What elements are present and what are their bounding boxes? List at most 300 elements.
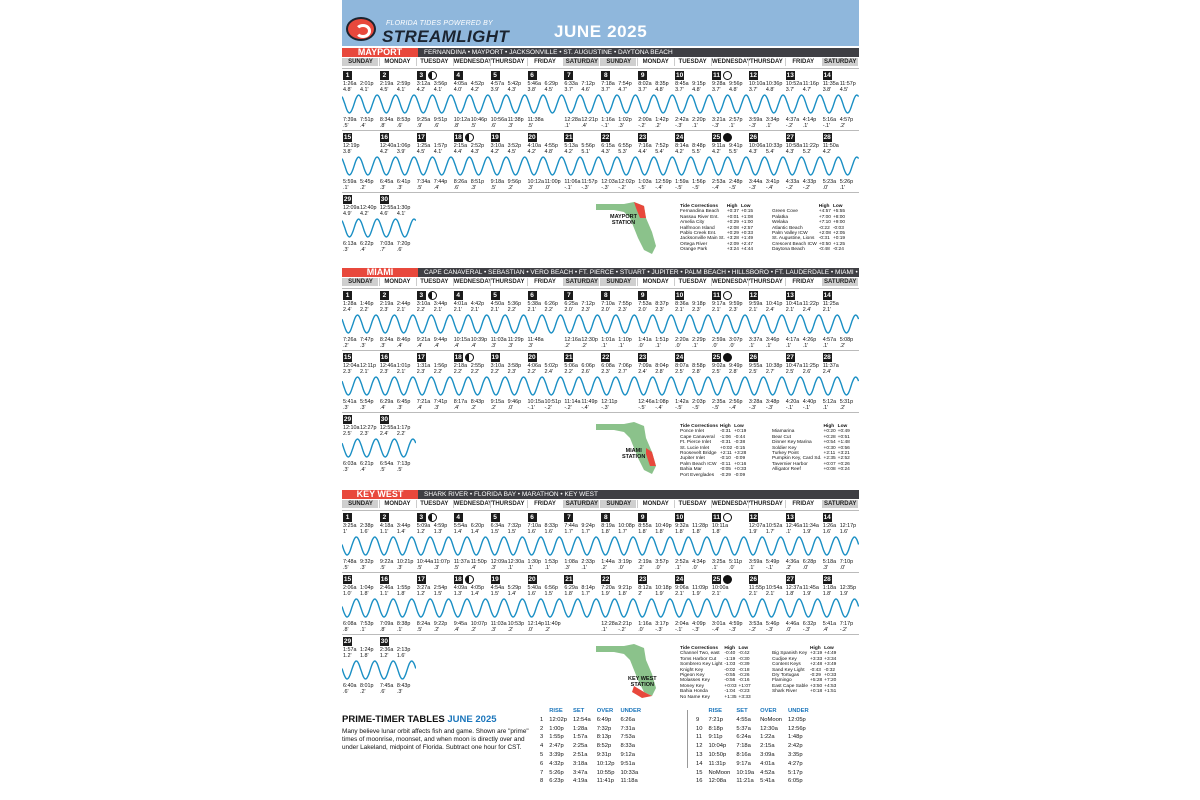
tide-wave: [342, 374, 859, 398]
high-tide-value: 9:02a 2.5': [712, 363, 726, 375]
day-number: 30: [380, 638, 388, 645]
high-tide-value: 7:44a 1.7': [564, 523, 578, 535]
high-tide-value: 8:58p 2.8': [692, 363, 706, 375]
low-tide-value: 3:48p -.3': [765, 399, 780, 411]
high-tide-value: 4:18a 1.1': [379, 523, 394, 535]
high-tide-value: 1:18a 1.8': [822, 585, 837, 597]
high-tide-value: 7:18a 3.7': [601, 81, 615, 93]
tide-wave: [342, 92, 859, 116]
station-map-label: KEY WEST STATION: [628, 676, 657, 688]
correction-row: Palm Beach ICW -0:11 +0:16: [680, 461, 747, 467]
high-tide-value: 3:10a 2.2': [416, 301, 431, 313]
low-tide-value: 5:41a .3': [343, 399, 357, 411]
high-tide-value: 3:10a 4.2': [490, 143, 505, 155]
day-of-week-label: THURSDAY: [748, 58, 784, 66]
correction-row: Toms Harbor Cut -1:19 -0:30: [680, 656, 750, 662]
low-tide-value: 2:48p -.5': [729, 179, 743, 191]
day-of-week-label: MONDAY: [379, 58, 415, 66]
day-of-week-label: WEDNESDAY: [453, 279, 493, 285]
moon-phase-icon: [465, 575, 474, 584]
day-number: 17: [417, 354, 425, 361]
correction-row: Molasses Key -0:56 -0:16: [680, 678, 750, 684]
high-tide-value: 11:35a 3.8': [822, 81, 839, 93]
low-tide-value: 6:28p .0': [802, 559, 817, 571]
high-tide-value: 12:55a 2.4': [379, 425, 397, 437]
day-number: 20: [528, 134, 536, 141]
high-tide-value: 12:35p 1.9': [839, 585, 857, 597]
day-number: 1: [343, 513, 352, 522]
week-row: [342, 68, 859, 130]
correction-row: St. Lucie Inlet +0:02 -0:15: [680, 445, 746, 451]
correction-row: Alligator Reef +0:08 +0:24: [772, 467, 850, 473]
low-tide-value: 6:13a .3': [343, 241, 357, 253]
low-tide-value: 9:22p .2': [433, 621, 448, 633]
low-tide-value: 5:08p .2': [839, 337, 854, 349]
low-tide-value: 3:28a -.3': [748, 399, 763, 411]
tide-wave: [342, 154, 859, 178]
low-tide-value: 7:48a .5': [343, 559, 357, 571]
day-of-week-label: WEDNESDAY: [712, 59, 751, 65]
day-number: 19: [491, 134, 499, 141]
high-tide-value: 1:26a 1.6': [822, 523, 837, 535]
page-title: JUNE 2025: [554, 22, 648, 41]
low-tide-value: 11:40p .2': [544, 621, 561, 633]
high-tide-value: 11:22p 5.2': [802, 143, 819, 155]
day-number: 12: [749, 72, 757, 79]
day-number: 15: [343, 134, 352, 141]
prime-timer-row: 3 1:55p 1:57a 8:13p 7:53a: [540, 734, 635, 741]
high-tide-value: 9:17a 2.1': [712, 301, 726, 313]
high-tide-value: 11:22p 2.4': [802, 301, 819, 313]
correction-row: Nassau River Ent. +0:01 +1:08: [680, 214, 754, 220]
high-tide-value: 8:36a 2.1': [675, 301, 689, 313]
high-tide-value: 8:14a 4.2': [675, 143, 689, 155]
correction-row: Jupiter Inlet -0:10 -0:09: [680, 456, 746, 462]
low-tide-value: 5:46p -.3': [765, 621, 780, 633]
high-tide-value: 10:00a 2.1': [712, 585, 729, 597]
prime-timer-row: 13 10:50p 8:16a 3:09a 3:35p: [696, 751, 803, 758]
high-tide-value: 2:44p 2.1': [396, 301, 411, 313]
correction-row: Tavernier Harbor +0:07 +0:26: [772, 461, 850, 467]
low-tide-value: 1:42p .2': [655, 117, 669, 129]
correction-row: Flamingo +5:28 +7:20: [772, 678, 837, 684]
day-of-week-label: WEDNESDAY: [453, 59, 493, 65]
high-tide-value: 6:34a 1.5': [490, 523, 505, 535]
high-tide-value: 7:10a 1.6': [527, 523, 541, 535]
low-tide-value: 7:21a .4': [416, 399, 431, 411]
day-of-week-label: FRIDAY: [785, 58, 821, 66]
correction-row: Pigeon Key -0:55 -0:26: [680, 673, 750, 679]
high-tide-value: 8:14p 1.7': [581, 585, 595, 597]
day-number: 21: [565, 576, 573, 583]
low-tide-value: 4:20a -.1': [785, 399, 800, 411]
day-number: 3: [417, 291, 426, 300]
day-number: 30: [380, 416, 388, 423]
high-tide-value: 10:33p 5.4': [765, 143, 783, 155]
day-of-week-label: TUESDAY: [674, 58, 710, 66]
correction-row: Cudjoe Key +3:33 +3:34: [772, 656, 837, 662]
high-tide-value: 8:48p 5.5': [692, 143, 706, 155]
low-tide-value: 3:25a .1': [712, 559, 726, 571]
low-tide-value: 11:14a -.2': [564, 399, 581, 411]
low-tide-value: 12:28a .1': [601, 621, 618, 633]
correction-row: Bahia Mar -0:05 +0:33: [680, 467, 747, 473]
day-number: 20: [528, 576, 536, 583]
high-tide-value: 1:28a 2.4': [343, 301, 357, 313]
day-number: 3: [417, 513, 426, 522]
low-tide-value: 3:46p .1': [765, 337, 780, 349]
high-tide-value: 9:49p 2.8': [729, 363, 743, 375]
high-tide-value: 10:10a 3.7': [748, 81, 766, 93]
high-tide-value: 9:55a 2.5': [748, 363, 763, 375]
high-tide-value: 10:18p 1.9': [655, 585, 672, 597]
day-of-week-label: TUESDAY: [416, 500, 452, 508]
low-tide-value: 1:56p -.5': [692, 179, 706, 191]
tide-wave: [342, 312, 859, 336]
low-tide-value: 6:45a .3': [379, 179, 394, 191]
week-row: [342, 350, 859, 412]
low-tide-value: 5:11p .0': [729, 559, 743, 571]
high-tide-value: 6:33a 3.7': [564, 81, 578, 93]
low-tide-value: 8:01p .2': [360, 683, 374, 695]
tide-corrections-table: High Low Big Spanish Key +3:19 +4:49 Cudjoe Key +3:33 +3:34 Content Keys +2:48 +3:49 Sand Key Light -0:43 -0:32 Dry Tortugas -0:29 +0:33 Flamingo +5:28 +7:20 East Cape Sable +3:50 +4:53 Shark River +0:18 +1:51: [772, 646, 837, 695]
high-tide-value: 3:52p 4.5': [507, 143, 522, 155]
day-of-week-label: MONDAY: [637, 58, 673, 66]
high-tide-value: 5:54a 1.4': [453, 523, 468, 535]
day-number: 13: [786, 514, 794, 521]
low-tide-value: 2:04a -.1': [675, 621, 689, 633]
correction-row: Content Keys +2:48 +3:49: [772, 662, 837, 668]
low-tide-value: 4:26p .1': [802, 337, 817, 349]
low-tide-value: 10:39p .4': [470, 337, 488, 349]
low-tide-value: 6:54a .5': [379, 461, 394, 473]
day-number: 16: [380, 576, 388, 583]
low-tide-value: 12:02p -.2': [618, 179, 635, 191]
day-of-week-label: SATURDAY: [563, 278, 599, 286]
station-section: [342, 267, 945, 483]
low-tide-value: 5:59a .1': [343, 179, 357, 191]
low-tide-value: 9:22a .5': [379, 559, 394, 571]
prime-timer-row: 6 4:32p 3:18a 10:12p 9:51a: [540, 760, 635, 767]
high-tide-value: 10:41p 2.4': [765, 301, 783, 313]
day-of-week-label: FRIDAY: [527, 500, 563, 508]
day-number: 22: [602, 576, 610, 583]
high-tide-value: 11:34a 1.9': [802, 523, 819, 535]
high-tide-value: 6:20p 1.4': [470, 523, 485, 535]
high-tide-value: 7:09a 2.4': [638, 363, 652, 375]
day-of-week-label: SUNDAY: [600, 278, 636, 286]
low-tide-value: 11:50p .4': [470, 559, 487, 571]
high-tide-value: 1:30p 4.1': [396, 205, 411, 217]
high-tide-value: 3:56p 4.1': [433, 81, 448, 93]
low-tide-value: 2:42a -.3': [675, 117, 689, 129]
day-number: 18: [454, 354, 462, 361]
correction-row: Ft. Pierce Inlet -0:31 -0:38: [680, 440, 746, 446]
day-number: 22: [602, 134, 610, 141]
high-tide-value: 5:13a 4.2': [564, 143, 578, 155]
day-number: 8: [601, 513, 610, 522]
high-tide-value: 12:11p 2.1': [360, 363, 377, 375]
low-tide-value: 3:37a .1': [748, 337, 763, 349]
low-tide-value: 7:17p -.2': [839, 621, 854, 633]
high-tide-value: 1:46p 2.2': [360, 301, 374, 313]
high-tide-value: 6:08a 2.3': [601, 363, 615, 375]
low-tide-value: 2:53a -.4': [712, 179, 726, 191]
day-number: 6: [528, 513, 537, 522]
day-number: 10: [675, 514, 684, 521]
day-number: 9: [638, 71, 647, 80]
low-tide-value: 5:26p .1': [839, 179, 854, 191]
prime-timer-row: 4 2:47p 2:25a 8:52p 8:33a: [540, 743, 635, 750]
day-number: 6: [528, 71, 537, 80]
high-tide-value: 5:36p 2.2': [507, 301, 522, 313]
low-tide-value: 1:03a -.5': [638, 179, 652, 191]
correction-row: Halfmoon Island +2:08 +2:57: [680, 225, 754, 231]
brand-tagline: FLORIDA TIDES POWERED BY: [386, 20, 493, 27]
high-tide-value: 9:11a 4.2': [712, 143, 726, 155]
week-row: [342, 130, 859, 192]
high-tide-value: 5:06a 2.2': [564, 363, 578, 375]
high-tide-value: 4:54a 1.5': [490, 585, 505, 597]
day-of-week-label: SATURDAY: [822, 278, 858, 286]
low-tide-value: 2:59a .0': [712, 337, 726, 349]
high-tide-value: 9:56p 4.8': [729, 81, 743, 93]
day-number: 12: [749, 292, 757, 299]
day-number: 4: [454, 291, 463, 300]
day-of-week-label: SUNDAY: [600, 500, 636, 508]
low-tide-value: 1:16a .0': [638, 621, 652, 633]
moon-phase-icon: [428, 513, 437, 522]
low-tide-value: 2:29p .1': [692, 337, 706, 349]
low-tide-value: 8:34a .8': [379, 117, 394, 129]
high-tide-value: 4:55p 4.8': [544, 143, 558, 155]
low-tide-value: 2:57p .1': [729, 117, 743, 129]
day-of-week-label: FRIDAY: [785, 278, 821, 286]
high-tide-value: 4:05p 1.4': [470, 585, 485, 597]
high-tide-value: 12:27p 2.3': [360, 425, 377, 437]
low-tide-value: 2:33p .1': [581, 559, 595, 571]
high-tide-value: 3:44p 1.4': [396, 523, 411, 535]
tide-corrections-table: Tide Corrections High Low Fernandina Beach +0:37 +0:15 Nassau River Ent. +0:01 +1:08 Amelia City +0:29 +1:00 Halfmoon Island +2:08 +2:57 Pablo Creek Ent. +0:29 +0:33 Jacksonville Main St. +3:28 +1:49 Ortega River +2:09 +2:47 Orange Park +3:24 +4:44: [680, 204, 754, 253]
high-tide-value: 2:06a 1.0': [343, 585, 357, 597]
high-tide-value: 1:57a 1.2': [343, 647, 357, 659]
low-tide-value: 5:16a -.1': [822, 117, 837, 129]
low-tide-value: 7:34a .5': [416, 179, 431, 191]
high-tide-value: 6:56p 1.5': [544, 585, 558, 597]
day-number: 25: [712, 354, 721, 361]
low-tide-value: 8:17a .4': [453, 399, 468, 411]
correction-row: Sombrero Key Light -1:03 -0:39: [680, 662, 750, 668]
high-tide-value: 1:26a 4.8': [343, 81, 357, 93]
day-number: 24: [675, 354, 684, 361]
prime-timer-table-right: RISE SET OVER UNDER 9 7:21p 4:55a NoMoon 12:05p 10 8:18p 5:37a 12:30a 12:56p 11 9:11p 6:24a 1:22a 1:48p 12 10:04p 7:18a 2:15a 2:42p 13 10:50p 8:16a 3:09a 3:35p 14 11:31p 9:17a 4:01a 4:27p 15 NoMoon 10:19a 4:52a 5:17p 16 12:08a 11:21a 5:41a 6:05p: [694, 706, 815, 787]
high-tide-value: 2:19a 2.3': [379, 301, 394, 313]
day-of-week-label: MONDAY: [637, 278, 673, 286]
low-tide-value: 7:03a .7': [379, 241, 394, 253]
day-number: 27: [786, 354, 794, 361]
high-tide-value: 5:09a 1.2': [416, 523, 431, 535]
high-tide-value: 8:55a 1.8': [638, 523, 652, 535]
high-tide-value: 12:55a 4.6': [379, 205, 397, 217]
high-tide-value: 10:36p 4.8': [765, 81, 783, 93]
correction-row: Crescent Beach ICW +0:50 +1:25: [772, 241, 846, 247]
day-number: 13: [786, 72, 794, 79]
correction-row: No Name Key +1:35 +3:33: [680, 694, 751, 700]
day-number: 24: [675, 576, 684, 583]
station-section: [342, 48, 859, 263]
high-tide-value: 10:52a 1.7': [765, 523, 783, 535]
correction-row: Miamarina +0:20 +0:49: [772, 429, 850, 435]
day-of-week-label: TUESDAY: [674, 278, 710, 286]
moon-phase-icon: [428, 291, 437, 300]
low-tide-value: 11:03a .3': [490, 337, 507, 349]
low-tide-value: 1:53p .1': [544, 559, 558, 571]
high-tide-value: 8:12a 2': [638, 585, 652, 597]
high-tide-value: 2:36a 1.2': [379, 647, 394, 659]
low-tide-value: 2:03p -.5': [692, 399, 706, 411]
day-number: 7: [564, 513, 573, 522]
low-tide-value: 10:46p .5': [470, 117, 488, 129]
prime-timer-divider: [687, 710, 688, 768]
day-number: 14: [823, 292, 831, 299]
day-number: 29: [343, 196, 352, 203]
day-number: 23: [639, 134, 647, 141]
prime-timer-row: 12 10:04p 7:18a 2:15a 2:42p: [696, 743, 803, 750]
low-tide-value: 1:44a .2': [601, 559, 615, 571]
low-tide-value: 12:03a -.3': [601, 179, 618, 191]
low-tide-value: 12:30p .2': [581, 337, 598, 349]
low-tide-value: 5:41a .4': [822, 621, 837, 633]
day-number: 18: [454, 134, 462, 141]
high-tide-value: 5:02p 2.4': [544, 363, 558, 375]
day-number: 2: [380, 291, 389, 300]
tide-wave: [342, 596, 859, 620]
low-tide-value: 3:59a .1': [748, 559, 763, 571]
day-number: 4: [454, 71, 463, 80]
low-tide-value: 5:54p .3': [360, 399, 374, 411]
low-tide-value: 4:14p .1': [802, 117, 817, 129]
florida-map-icon: [594, 198, 664, 258]
high-tide-value: 6:55p 5.3': [618, 143, 632, 155]
low-tide-value: 12:21p .4': [581, 117, 598, 129]
streamlight-logo-icon: [346, 17, 376, 41]
day-number: 8: [601, 291, 610, 300]
low-tide-value: 4:36a .2': [785, 559, 800, 571]
day-number: 2: [380, 513, 389, 522]
low-tide-value: 1:08p -.4': [655, 399, 669, 411]
low-tide-value: 8:24a .3': [379, 337, 394, 349]
low-tide-value: 2:20a .0': [675, 337, 689, 349]
high-tide-value: 12:46a .1': [785, 523, 803, 535]
high-tide-value: 10:49p 1.8': [655, 523, 672, 535]
low-tide-value: 2:19a .2': [638, 559, 652, 571]
day-number: 6: [528, 291, 537, 300]
day-of-week-label: SATURDAY: [822, 58, 858, 66]
high-tide-value: 8:45a 3.7': [675, 81, 689, 93]
correction-row: Jacksonville Main St. +3:28 +1:49: [680, 236, 754, 242]
low-tide-value: 6:08a .8': [343, 621, 357, 633]
low-tide-value: 11:00p .0': [544, 179, 561, 191]
low-tide-value: 9:45a .4': [453, 621, 468, 633]
low-tide-value: 9:44p .4': [433, 337, 448, 349]
low-tide-value: 10:44a .5': [416, 559, 434, 571]
low-tide-value: 12:30a .1': [507, 559, 525, 571]
correction-row: Green Cove +4:57 +5:55: [772, 209, 846, 215]
low-tide-value: 8:43p .3': [396, 683, 411, 695]
day-of-week-label: SUNDAY: [342, 58, 378, 66]
moon-phase-icon: [723, 353, 732, 362]
low-tide-value: 8:53p .6': [396, 117, 411, 129]
high-tide-value: 1:57p 4.1': [433, 143, 448, 155]
day-number: 11: [713, 514, 720, 521]
prime-timer-row: 15 NoMoon 10:19a 4:52a 5:17p: [696, 769, 803, 776]
low-tide-value: 1:01a .1': [601, 337, 615, 349]
day-number: 5: [491, 291, 500, 300]
high-tide-value: 4:09a 1.3': [453, 585, 468, 597]
high-tide-value: 10:38p 2.7': [765, 363, 783, 375]
day-of-week-label: SUNDAY: [342, 278, 378, 286]
low-tide-value: 1:42a -.5': [675, 399, 689, 411]
low-tide-value: 1:16a -.1': [601, 117, 615, 129]
high-tide-value: 7:16a 4.4': [638, 143, 652, 155]
prime-timer-row: 8 6:23p 4:19a 11:41p 11:18a: [540, 778, 638, 785]
low-tide-value: 3:53a -.2': [748, 621, 763, 633]
low-tide-value: 10:56a .6': [490, 117, 508, 129]
day-number: 7: [564, 291, 573, 300]
high-tide-value: 10:58a 4.3': [785, 143, 803, 155]
high-tide-value: 1:17p 2.2': [396, 425, 411, 437]
high-tide-value: 8:37p 2.3': [655, 301, 669, 313]
high-tide-value: 10:41a 2.1': [785, 301, 803, 313]
high-tide-value: 12:19p 3.8': [343, 143, 360, 155]
low-tide-value: 6:40a .6': [343, 683, 357, 695]
correction-row: Palatka +7:00 +8:00: [772, 214, 846, 220]
low-tide-value: 1:02p .3': [618, 117, 632, 129]
correction-row: Bahia Honda -1:04 -0:23: [680, 689, 750, 695]
low-tide-value: 3:07p .0': [729, 337, 743, 349]
station-header-bar: [342, 490, 859, 499]
low-tide-value: 11:06a -.1': [564, 179, 581, 191]
low-tide-value: 1:10p .1': [618, 337, 632, 349]
high-tide-value: 12:40p 4.2': [360, 205, 377, 217]
prime-timer-row: 2 1:00p 1:28a 7:32p 7:31a: [540, 725, 635, 732]
high-tide-value: 9:21p 1.8': [618, 585, 632, 597]
high-tide-value: 4:59p 1.3': [433, 523, 448, 535]
prime-timer-row: 9 7:21p 4:55a NoMoon 12:05p: [696, 716, 806, 723]
low-tide-value: 10:12a .8': [453, 117, 471, 129]
low-tide-value: 7:45a .6': [379, 683, 394, 695]
high-tide-value: 3:58p 2.3': [507, 363, 522, 375]
low-tide-value: 2:00a -.2': [638, 117, 652, 129]
day-of-week-label: WEDNESDAY: [712, 279, 751, 285]
correction-row: Port Everglades -0:29 -0:09: [680, 472, 746, 478]
high-tide-value: 11:55p 2.1': [748, 585, 765, 597]
high-tide-value: 8:19a 1.8': [601, 523, 615, 535]
day-number: 18: [454, 576, 462, 583]
page-header: [342, 0, 859, 46]
low-tide-value: 3:59a -.3': [748, 117, 763, 129]
low-tide-value: 4:34p .0': [692, 559, 706, 571]
high-tide-value: 10:47a 2.5': [785, 363, 803, 375]
brand-name: STREAMLIGHT: [382, 27, 510, 46]
station-towns: FERNANDINA • MAYPORT • JACKSONVILLE • ST. AUGUSTINE • DAYTONA BEACH: [424, 49, 673, 56]
correction-row: St. Augustine, Lions -0:31 +0:19: [772, 236, 846, 242]
moon-phase-icon: [723, 575, 732, 584]
low-tide-value: 8:43p .2': [470, 399, 485, 411]
high-tide-value: 7:10a 2.0': [601, 301, 615, 313]
high-tide-value: 7:06p 2.7': [618, 363, 632, 375]
low-tide-value: 4:33p -.2': [802, 179, 817, 191]
